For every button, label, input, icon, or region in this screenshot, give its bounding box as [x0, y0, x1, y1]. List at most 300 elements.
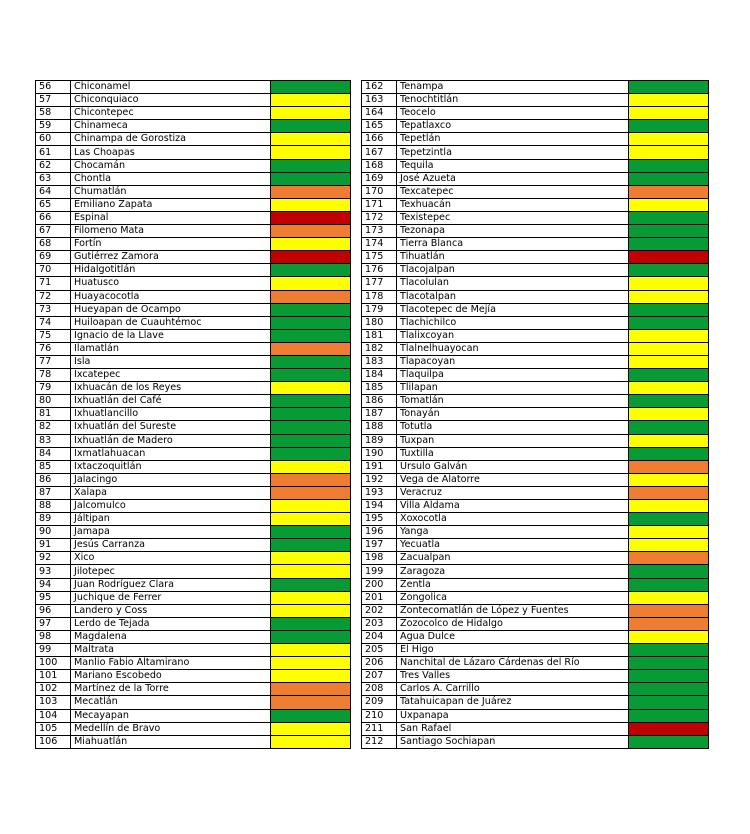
municipality-name: Ursulo Galván [397, 460, 629, 473]
table-row [362, 434, 709, 447]
status-color-cell [629, 657, 709, 670]
status-color-cell [629, 107, 709, 120]
status-color-cell [629, 277, 709, 290]
row-number: 99 [36, 644, 71, 657]
right-municipality-table [361, 80, 709, 749]
status-color-cell [271, 369, 351, 382]
status-color-cell [271, 630, 351, 643]
row-number: 212 [362, 735, 397, 748]
table-row [362, 473, 709, 486]
municipality-name: Chinampa de Gorostiza [71, 133, 271, 146]
municipality-name: Tequila [397, 159, 629, 172]
table-row [362, 369, 709, 382]
table-row [362, 408, 709, 421]
row-number: 207 [362, 670, 397, 683]
table-row [36, 630, 351, 643]
municipality-name: Landero y Coss [71, 604, 271, 617]
row-number: 165 [362, 120, 397, 133]
status-color-cell [271, 604, 351, 617]
row-number: 60 [36, 133, 71, 146]
table-row [362, 133, 709, 146]
municipality-name: Totutla [397, 421, 629, 434]
municipality-name: Tihuatlán [397, 251, 629, 264]
status-color-cell [629, 486, 709, 499]
table-row [362, 421, 709, 434]
table-row [36, 290, 351, 303]
table-row [362, 591, 709, 604]
status-color-cell [271, 421, 351, 434]
status-color-cell [629, 552, 709, 565]
municipality-name: Xico [71, 552, 271, 565]
municipality-name: Chumatlán [71, 185, 271, 198]
table-row [36, 185, 351, 198]
status-color-cell [271, 159, 351, 172]
status-color-cell [629, 316, 709, 329]
municipality-name: Tonayán [397, 408, 629, 421]
status-color-cell [629, 94, 709, 107]
status-color-cell [629, 264, 709, 277]
status-color-cell [629, 526, 709, 539]
municipality-name: Xalapa [71, 486, 271, 499]
municipality-name: Tlacojalpan [397, 264, 629, 277]
table-row [362, 657, 709, 670]
municipality-name: Mariano Escobedo [71, 670, 271, 683]
row-number: 103 [36, 696, 71, 709]
status-color-cell [271, 473, 351, 486]
status-color-cell [271, 670, 351, 683]
table-row [36, 500, 351, 513]
row-number: 74 [36, 316, 71, 329]
municipality-name: Tenochtitlán [397, 94, 629, 107]
row-number: 177 [362, 277, 397, 290]
row-number: 70 [36, 264, 71, 277]
status-color-cell [271, 185, 351, 198]
status-color-cell [271, 198, 351, 211]
row-number: 168 [362, 159, 397, 172]
table-row [362, 264, 709, 277]
municipality-name: Juan Rodríguez Clara [71, 578, 271, 591]
municipality-name: Jalcomulco [71, 500, 271, 513]
row-number: 210 [362, 709, 397, 722]
row-number: 59 [36, 120, 71, 133]
municipality-name: Jalacingo [71, 473, 271, 486]
municipality-name: Tuxpan [397, 434, 629, 447]
status-color-cell [629, 81, 709, 94]
status-color-cell [271, 683, 351, 696]
table-row [36, 277, 351, 290]
municipality-name: Huiloapan de Cuauhtémoc [71, 316, 271, 329]
table-row [36, 316, 351, 329]
status-color-cell [271, 539, 351, 552]
status-color-cell [271, 434, 351, 447]
status-color-cell [629, 513, 709, 526]
row-number: 58 [36, 107, 71, 120]
row-number: 192 [362, 473, 397, 486]
table-row [362, 159, 709, 172]
municipality-name: Texistepec [397, 211, 629, 224]
left-table-body [36, 81, 351, 749]
status-color-cell [629, 604, 709, 617]
table-row [36, 159, 351, 172]
table-row [36, 539, 351, 552]
table-row [362, 486, 709, 499]
status-color-cell [629, 565, 709, 578]
table-row [36, 264, 351, 277]
row-number: 96 [36, 604, 71, 617]
status-color-cell [629, 146, 709, 159]
municipality-name: Mecayapan [71, 709, 271, 722]
status-color-cell [629, 683, 709, 696]
status-color-cell [271, 277, 351, 290]
status-color-cell [271, 238, 351, 251]
row-number: 182 [362, 342, 397, 355]
municipality-name: Hidalgotitlán [71, 264, 271, 277]
table-row [36, 513, 351, 526]
table-row [36, 329, 351, 342]
row-number: 64 [36, 185, 71, 198]
municipality-name: Isla [71, 355, 271, 368]
status-color-cell [629, 225, 709, 238]
status-color-cell [629, 211, 709, 224]
table-row [36, 303, 351, 316]
municipality-name: Tlapacoyan [397, 355, 629, 368]
row-number: 94 [36, 578, 71, 591]
status-color-cell [271, 120, 351, 133]
status-color-cell [629, 159, 709, 172]
table-row [362, 617, 709, 630]
row-number: 187 [362, 408, 397, 421]
row-number: 180 [362, 316, 397, 329]
table-row [36, 434, 351, 447]
municipality-name: Ixcatepec [71, 369, 271, 382]
municipality-name: Espinal [71, 211, 271, 224]
status-color-cell [271, 591, 351, 604]
row-number: 201 [362, 591, 397, 604]
row-number: 208 [362, 683, 397, 696]
row-number: 71 [36, 277, 71, 290]
row-number: 174 [362, 238, 397, 251]
row-number: 57 [36, 94, 71, 107]
status-color-cell [629, 421, 709, 434]
municipality-name: Emiliano Zapata [71, 198, 271, 211]
row-number: 100 [36, 657, 71, 670]
table-row [362, 683, 709, 696]
row-number: 93 [36, 565, 71, 578]
row-number: 185 [362, 382, 397, 395]
row-number: 181 [362, 329, 397, 342]
table-row [36, 604, 351, 617]
table-row [36, 342, 351, 355]
table-row [362, 565, 709, 578]
row-number: 56 [36, 81, 71, 94]
row-number: 76 [36, 342, 71, 355]
status-color-cell [271, 133, 351, 146]
row-number: 211 [362, 722, 397, 735]
status-color-cell [271, 657, 351, 670]
table-row [362, 251, 709, 264]
municipality-name: Miahuatlán [71, 735, 271, 748]
status-color-cell [271, 251, 351, 264]
table-row [36, 735, 351, 748]
table-row [362, 81, 709, 94]
table-row [36, 473, 351, 486]
status-color-cell [629, 251, 709, 264]
row-number: 189 [362, 434, 397, 447]
status-color-cell [629, 329, 709, 342]
municipality-name: Gutiérrez Zamora [71, 251, 271, 264]
row-number: 191 [362, 460, 397, 473]
table-row [36, 408, 351, 421]
status-color-cell [271, 447, 351, 460]
status-color-cell [629, 460, 709, 473]
municipality-name: Maltrata [71, 644, 271, 657]
table-row [36, 198, 351, 211]
status-color-cell [271, 316, 351, 329]
municipality-name: Tomatlán [397, 395, 629, 408]
table-row [36, 81, 351, 94]
row-number: 178 [362, 290, 397, 303]
table-row [36, 722, 351, 735]
table-row [362, 185, 709, 198]
table-row [362, 696, 709, 709]
municipality-name: Tlacotepec de Mejía [397, 303, 629, 316]
municipality-name: Tuxtilla [397, 447, 629, 460]
municipality-name: Hueyapan de Ocampo [71, 303, 271, 316]
table-row [362, 644, 709, 657]
row-number: 199 [362, 565, 397, 578]
table-row [362, 303, 709, 316]
table-row [36, 225, 351, 238]
row-number: 193 [362, 486, 397, 499]
table-row [36, 238, 351, 251]
municipality-name: Ignacio de la Llave [71, 329, 271, 342]
municipality-name: Ixmatlahuacan [71, 447, 271, 460]
municipality-name: Zontecomatlán de López y Fuentes [397, 604, 629, 617]
row-number: 83 [36, 434, 71, 447]
municipality-name: Tenampa [397, 81, 629, 94]
municipality-name: Jilotepec [71, 565, 271, 578]
municipality-name: Fortín [71, 238, 271, 251]
row-number: 78 [36, 369, 71, 382]
row-number: 170 [362, 185, 397, 198]
table-row [362, 355, 709, 368]
status-color-cell [629, 670, 709, 683]
row-number: 175 [362, 251, 397, 264]
municipality-name: Tlilapan [397, 382, 629, 395]
municipality-name: Las Choapas [71, 146, 271, 159]
status-color-cell [271, 382, 351, 395]
table-row [36, 552, 351, 565]
municipality-name: Yanga [397, 526, 629, 539]
status-color-cell [271, 172, 351, 185]
row-number: 194 [362, 500, 397, 513]
row-number: 101 [36, 670, 71, 683]
row-number: 68 [36, 238, 71, 251]
row-number: 171 [362, 198, 397, 211]
status-color-cell [629, 447, 709, 460]
table-row [36, 421, 351, 434]
status-color-cell [271, 211, 351, 224]
row-number: 92 [36, 552, 71, 565]
row-number: 87 [36, 486, 71, 499]
table-row [362, 513, 709, 526]
municipality-name: Chicontepec [71, 107, 271, 120]
row-number: 190 [362, 447, 397, 460]
table-row [36, 578, 351, 591]
municipality-name: Zacualpan [397, 552, 629, 565]
table-row [362, 120, 709, 133]
municipality-name: San Rafael [397, 722, 629, 735]
municipality-name: Jamapa [71, 526, 271, 539]
status-color-cell [271, 578, 351, 591]
table-row [362, 211, 709, 224]
row-number: 173 [362, 225, 397, 238]
municipality-name: Huatusco [71, 277, 271, 290]
table-row [362, 604, 709, 617]
status-color-cell [629, 722, 709, 735]
municipality-name: Ixhuatlancillo [71, 408, 271, 421]
row-number: 73 [36, 303, 71, 316]
status-color-cell [271, 696, 351, 709]
row-number: 65 [36, 198, 71, 211]
municipality-name: Ixhuatlán de Madero [71, 434, 271, 447]
table-row [36, 617, 351, 630]
table-row [36, 133, 351, 146]
table-row [36, 395, 351, 408]
municipality-name: Manlio Fabio Altamirano [71, 657, 271, 670]
row-number: 105 [36, 722, 71, 735]
row-number: 186 [362, 395, 397, 408]
table-row [362, 395, 709, 408]
status-color-cell [629, 434, 709, 447]
table-row [362, 539, 709, 552]
table-row [362, 198, 709, 211]
row-number: 63 [36, 172, 71, 185]
row-number: 104 [36, 709, 71, 722]
table-row [36, 107, 351, 120]
status-color-cell [629, 473, 709, 486]
status-color-cell [629, 369, 709, 382]
status-color-cell [629, 709, 709, 722]
municipality-name: Ixhuatlán del Café [71, 395, 271, 408]
table-row [36, 670, 351, 683]
municipality-name: El Higo [397, 644, 629, 657]
municipality-name: Carlos A. Carrillo [397, 683, 629, 696]
table-row [362, 277, 709, 290]
status-color-cell [271, 107, 351, 120]
municipality-name: Texcatepec [397, 185, 629, 198]
status-color-cell [271, 709, 351, 722]
municipality-name: Zaragoza [397, 565, 629, 578]
municipality-name: Tlacotalpan [397, 290, 629, 303]
table-row [36, 355, 351, 368]
status-color-cell [271, 81, 351, 94]
row-number: 204 [362, 630, 397, 643]
municipality-name: Tepatlaxco [397, 120, 629, 133]
municipality-name: Tepetzintla [397, 146, 629, 159]
row-number: 183 [362, 355, 397, 368]
municipality-name: Medellín de Bravo [71, 722, 271, 735]
row-number: 77 [36, 355, 71, 368]
status-color-cell [271, 722, 351, 735]
municipality-name: Ixtaczoquitlán [71, 460, 271, 473]
status-color-cell [271, 500, 351, 513]
row-number: 176 [362, 264, 397, 277]
status-color-cell [629, 578, 709, 591]
table-row [362, 316, 709, 329]
municipality-name: Yecuatla [397, 539, 629, 552]
table-row [36, 447, 351, 460]
municipality-name: Tres Valles [397, 670, 629, 683]
municipality-name: Zozocolco de Hidalgo [397, 617, 629, 630]
table-row [36, 146, 351, 159]
municipality-name: Xoxocotla [397, 513, 629, 526]
row-number: 184 [362, 369, 397, 382]
municipality-name: Uxpanapa [397, 709, 629, 722]
row-number: 82 [36, 421, 71, 434]
municipality-name: Teocelo [397, 107, 629, 120]
left-municipality-table [35, 80, 351, 749]
table-row [36, 251, 351, 264]
municipality-name: Huayacocotla [71, 290, 271, 303]
table-row [36, 172, 351, 185]
municipality-name: Juchique de Ferrer [71, 591, 271, 604]
status-color-cell [629, 238, 709, 251]
table-row [36, 683, 351, 696]
row-number: 102 [36, 683, 71, 696]
municipality-name: Nanchital de Lázaro Cárdenas del Río [397, 657, 629, 670]
row-number: 80 [36, 395, 71, 408]
municipality-name: Lerdo de Tejada [71, 617, 271, 630]
status-color-cell [629, 290, 709, 303]
right-table-body [362, 81, 709, 749]
table-row [362, 146, 709, 159]
status-color-cell [629, 644, 709, 657]
status-color-cell [271, 408, 351, 421]
municipality-name: Jesús Carranza [71, 539, 271, 552]
table-row [362, 722, 709, 735]
status-color-cell [629, 133, 709, 146]
row-number: 195 [362, 513, 397, 526]
municipality-name: Tepetlán [397, 133, 629, 146]
municipality-name: Chiconamel [71, 81, 271, 94]
row-number: 106 [36, 735, 71, 748]
status-color-cell [629, 185, 709, 198]
table-row [362, 735, 709, 748]
row-number: 172 [362, 211, 397, 224]
municipality-name: Texhuacán [397, 198, 629, 211]
table-row [362, 238, 709, 251]
municipality-name: Ilamatlán [71, 342, 271, 355]
table-row [362, 500, 709, 513]
row-number: 66 [36, 211, 71, 224]
row-number: 200 [362, 578, 397, 591]
status-color-cell [271, 552, 351, 565]
status-color-cell [271, 355, 351, 368]
table-row [362, 342, 709, 355]
table-row [36, 120, 351, 133]
row-number: 164 [362, 107, 397, 120]
status-color-cell [629, 617, 709, 630]
row-number: 202 [362, 604, 397, 617]
table-row [36, 382, 351, 395]
municipality-name: Zongolica [397, 591, 629, 604]
status-color-cell [629, 198, 709, 211]
status-color-cell [271, 617, 351, 630]
municipality-name: José Azueta [397, 172, 629, 185]
municipality-name: Filomeno Mata [71, 225, 271, 238]
status-color-cell [271, 395, 351, 408]
